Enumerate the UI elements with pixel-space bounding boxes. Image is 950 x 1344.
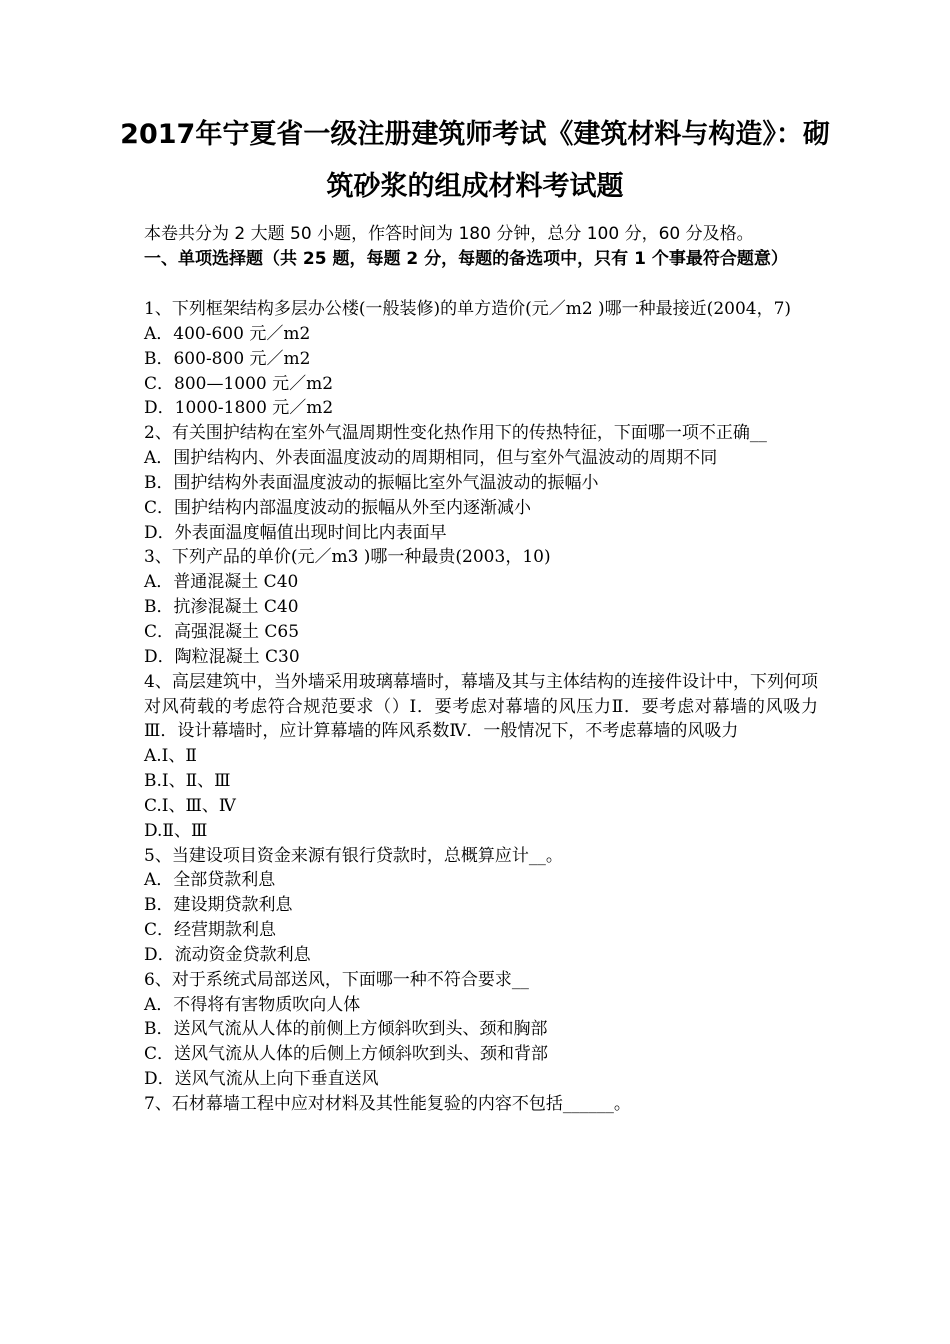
option-d: D．陶粒混凝土 C30 (144, 646, 300, 667)
option-a: A．围护结构内、外表面温度波动的周期相同，但与室外气温波动的周期不同 (144, 448, 718, 469)
option-c: C.Ⅰ、Ⅲ、Ⅳ (144, 795, 236, 816)
question-list (144, 297, 818, 1117)
question-stem: 3、下列产品的单价(元／m3 )哪一种最贵(2003，10) (144, 547, 551, 568)
option-c: C．围护结构内部温度波动的振幅从外至内逐渐减小 (144, 497, 532, 518)
option-c: C．高强混凝土 C65 (144, 621, 300, 642)
exam-intro: 本卷共分为 2 大题 50 小题，作答时间为 180 分钟，总分 100 分，60 分及格。 (144, 224, 754, 244)
option-d: D．外表面温度幅值出现时间比内表面早 (144, 522, 447, 543)
option-c: C．送风气流从人体的后侧上方倾斜吹到头、颈和背部 (144, 1044, 549, 1065)
question-3 (144, 545, 818, 669)
option-b: B．送风气流从人体的前侧上方倾斜吹到头、颈和胸部 (144, 1019, 548, 1040)
question-4 (144, 670, 818, 844)
question-stem: 2、有关围护结构在室外气温周期性变化热作用下的传热特征，下面哪一项不正确__ (144, 423, 767, 444)
question-1 (144, 297, 818, 421)
option-d: D．流动资金贷款利息 (144, 944, 311, 965)
option-a: A.Ⅰ、Ⅱ (144, 746, 197, 767)
option-b: B．建设期贷款利息 (144, 895, 293, 916)
option-d: D.Ⅱ、Ⅲ (144, 820, 208, 841)
option-c: C．经营期款利息 (144, 920, 277, 941)
document-title-line-1: 2017年宁夏省一级注册建筑师考试《建筑材料与构造》：砌 (120, 119, 830, 150)
option-d: D．送风气流从上向下垂直送风 (144, 1069, 379, 1090)
option-b: B．600-800 元／m2 (144, 348, 311, 369)
option-a: A．全部贷款利息 (144, 870, 276, 891)
option-a: A．普通混凝土 C40 (144, 572, 299, 593)
option-a: A．不得将有害物质吹向人体 (144, 994, 361, 1015)
option-a: A．400-600 元／m2 (144, 323, 311, 344)
option-c: C．800—1000 元／m2 (144, 373, 334, 394)
option-b: B．抗渗混凝土 C40 (144, 597, 299, 618)
option-b: B.Ⅰ、Ⅱ、Ⅲ (144, 771, 231, 792)
question-6 (144, 968, 818, 1092)
question-7 (144, 1092, 818, 1117)
document-title-line-2: 筑砂浆的组成材料考试题 (326, 171, 624, 202)
question-stem: 5、当建设项目资金来源有银行贷款时，总概算应计__。 (144, 845, 563, 866)
question-2 (144, 421, 818, 545)
question-stem: 4、高层建筑中，当外墙采用玻璃幕墙时，幕墙及其与主体结构的连接件设计中，下列何项对风荷载的考虑符合规范要求（）Ⅰ．要考虑对幕墙的风压力Ⅱ．要考虑对幕墙的风吸力Ⅲ．设计幕墙时，应计算幕墙的阵风系数Ⅳ．一般情况下，不考虑幕墙的风吸力 (144, 671, 818, 742)
option-b: B．围护结构外表面温度波动的振幅比室外气温波动的振幅小 (144, 472, 599, 493)
question-stem: 7、石材幕墙工程中应对材料及其性能复验的内容不包括______。 (144, 1094, 631, 1114)
question-stem: 6、对于系统式局部送风，下面哪一种不符合要求__ (144, 969, 529, 990)
option-d: D．1000-1800 元／m2 (144, 398, 334, 419)
section-heading: 一、单项选择题（共 25 题，每题 2 分，每题的备选项中，只有 1 个事最符合题意） (144, 249, 788, 269)
question-5 (144, 844, 818, 968)
question-stem: 1、下列框架结构多层办公楼(一般装修)的单方造价(元／m2 )哪一种最接近(2004，7) (144, 299, 792, 319)
